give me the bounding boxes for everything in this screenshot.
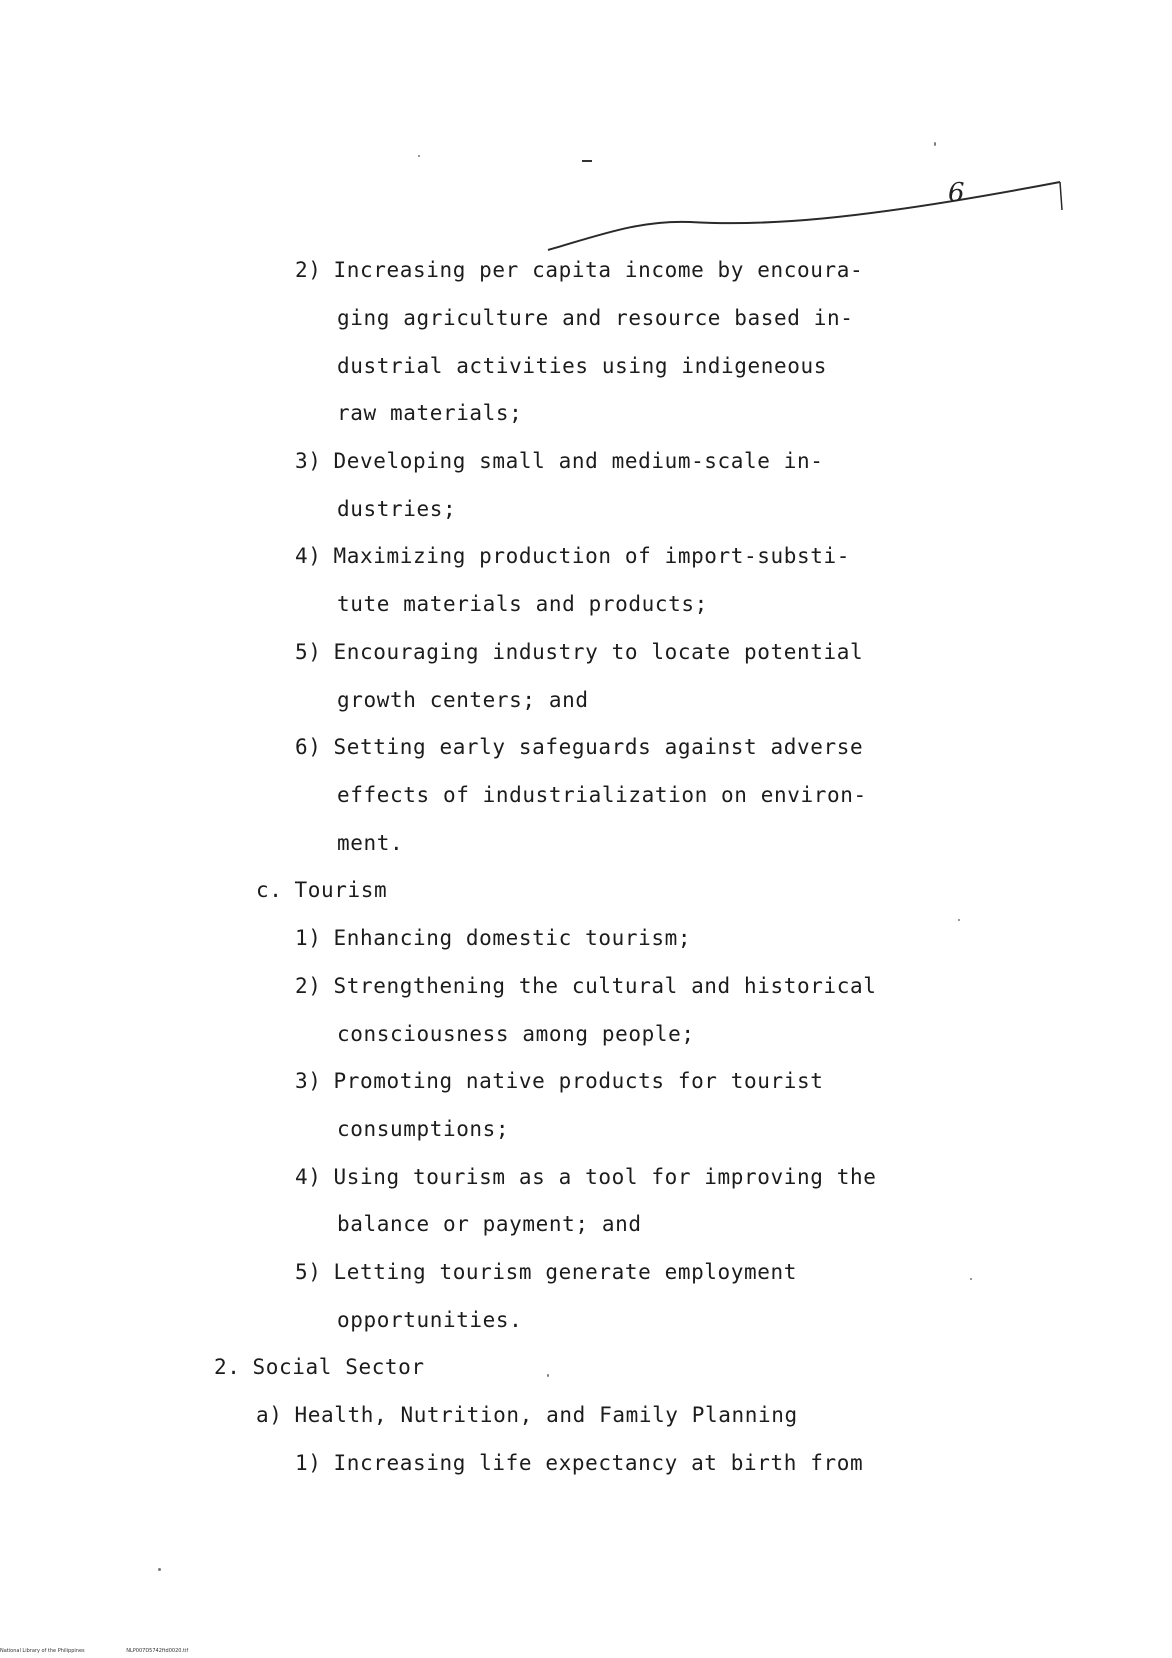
- text-line: [295, 1165, 876, 1189]
- text-line: [295, 926, 691, 950]
- text-line: [337, 783, 867, 807]
- list-marker: 2): [295, 974, 322, 998]
- scan-speck: [970, 1278, 972, 1280]
- line-text: Letting tourism generate employment: [333, 1260, 798, 1284]
- text-line: [337, 497, 456, 521]
- line-text: dustries;: [337, 497, 457, 521]
- line-text: consciousness among people;: [337, 1022, 695, 1046]
- list-marker: 4): [295, 1165, 322, 1189]
- text-line: [337, 354, 827, 378]
- text-line: [295, 1451, 863, 1475]
- scan-speck: [547, 1374, 549, 1377]
- line-text: balance or payment; and: [337, 1212, 642, 1236]
- list-marker: 1): [295, 926, 322, 950]
- line-text: Health, Nutrition, and Family Planning: [294, 1403, 798, 1427]
- text-line: [337, 592, 708, 616]
- line-text: Tourism: [294, 878, 388, 902]
- text-line: [337, 1212, 642, 1236]
- footer-library: National Library of the Philippines: [0, 1648, 85, 1654]
- line-text: tute materials and products;: [337, 592, 708, 616]
- text-line: [337, 1117, 509, 1141]
- line-text: Encouraging industry to locate potential: [333, 640, 864, 664]
- text-line: [295, 1069, 824, 1093]
- section-heading: [214, 1355, 425, 1379]
- line-text: Enhancing domestic tourism;: [333, 926, 692, 950]
- line-text: Setting early safeguards against adverse: [333, 735, 864, 759]
- list-marker: 1): [295, 1451, 322, 1475]
- list-marker: 2.: [214, 1355, 241, 1379]
- text-line: [337, 831, 403, 855]
- line-text: Increasing life expectancy at birth from: [333, 1451, 864, 1475]
- text-line: [337, 688, 589, 712]
- section-heading: [256, 878, 387, 902]
- list-marker: 4): [295, 544, 322, 568]
- pen-stroke: [548, 182, 1060, 250]
- line-text: raw materials;: [337, 401, 523, 425]
- line-text: consumptions;: [337, 1117, 510, 1141]
- text-line: [337, 1022, 695, 1046]
- text-line: [295, 640, 863, 664]
- text-line: [295, 449, 824, 473]
- page-number: 6: [948, 178, 965, 208]
- subsection-heading: [256, 1403, 798, 1427]
- scan-speck: [158, 1568, 161, 1571]
- line-text: opportunities.: [337, 1308, 523, 1332]
- line-text: ging agriculture and resource based in-: [337, 306, 854, 330]
- line-text: Social Sector: [252, 1355, 425, 1379]
- pen-tick: [1060, 182, 1062, 210]
- text-line: [295, 1260, 797, 1284]
- text-line: [337, 1308, 522, 1332]
- list-marker: c.: [256, 878, 283, 902]
- line-text: Developing small and medium-scale in-: [333, 449, 824, 473]
- list-marker: 2): [295, 258, 322, 282]
- scan-speck: [958, 919, 960, 921]
- list-marker: 6): [295, 735, 322, 759]
- text-line: [337, 306, 853, 330]
- text-line: [295, 258, 863, 282]
- line-text: dustrial activities using indigeneous: [337, 354, 827, 378]
- line-text: ment.: [337, 831, 404, 855]
- line-text: growth centers; and: [337, 688, 589, 712]
- line-text: Using tourism as a tool for improving the: [333, 1165, 877, 1189]
- line-text: effects of industrialization on environ-: [337, 783, 867, 807]
- footer-file: NLP007D5742ftd0020.tif: [126, 1648, 189, 1654]
- scan-speck: [418, 155, 420, 157]
- scan-footer: [0, 1648, 228, 1654]
- text-line: [295, 544, 850, 568]
- list-marker: 5): [295, 640, 322, 664]
- list-marker: a): [256, 1403, 283, 1427]
- line-text: Promoting native products for tourist: [333, 1069, 824, 1093]
- text-line: [295, 735, 863, 759]
- text-line: [295, 974, 876, 998]
- list-marker: 5): [295, 1260, 322, 1284]
- line-text: Increasing per capita income by encoura-: [333, 258, 864, 282]
- list-marker: 3): [295, 449, 322, 473]
- line-text: Maximizing production of import-substi-: [333, 544, 850, 568]
- line-text: Strengthening the cultural and historical: [333, 974, 877, 998]
- text-line: [337, 401, 522, 425]
- list-marker: 3): [295, 1069, 322, 1093]
- scan-speck: [934, 142, 936, 146]
